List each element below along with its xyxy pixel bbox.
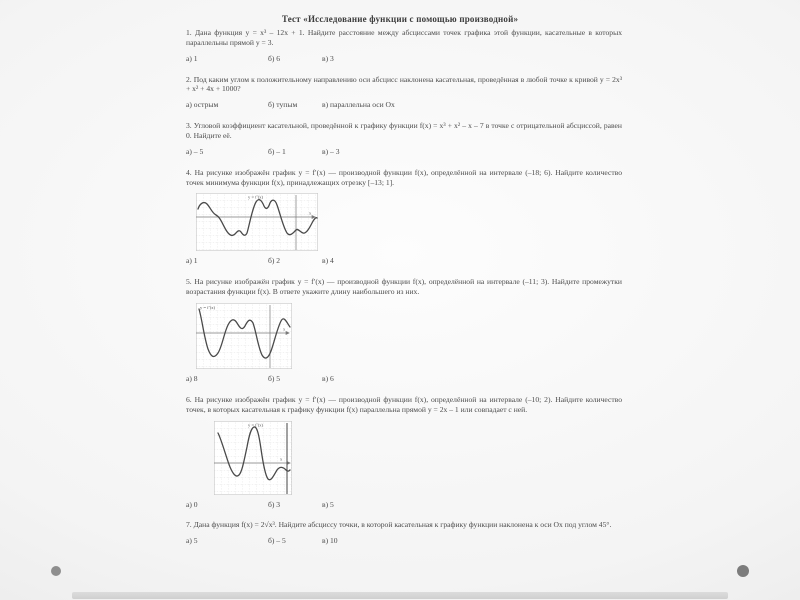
question-1 <box>186 28 622 64</box>
question-text: 5. На рисунке изображён график y = f′(x) — производной функции f(x), определённой на интервале (–11; 3). Найдите промежутки возрастания функции f(x). В ответе укажите длину наибольшего из них. <box>186 277 622 297</box>
answer-option-b: б) тупым <box>268 100 298 110</box>
answer-option-a: а) 1 <box>186 256 198 266</box>
figure-q4 <box>196 193 622 251</box>
question-text: 4. На рисунке изображён график y = f′(x) — производной функции f(x), определённой на интервале (–18; 6). Найдите количество точек минимума функции f(x), принадлежащих отрезку [–13; 1]. <box>186 167 622 187</box>
x-axis-label: x <box>309 210 312 216</box>
answer-option-b: б) 2 <box>268 256 281 266</box>
answer-option-c: в) 10 <box>322 536 338 546</box>
slide-content <box>186 28 622 557</box>
question-text: 6. На рисунке изображён график y = f′(x) — производной функции f(x), определённой на интервале (–10; 2). Найдите количество точек, в которых касательная к графику функции f(x) параллельна прямой y = 2x – 1 или совпадает с ней. <box>186 394 622 414</box>
derivative-graph-q5 <box>196 303 292 369</box>
answer-option-a: а) 5 <box>186 536 198 546</box>
answer-row <box>186 374 622 384</box>
graph-label: y = f′(x) <box>200 305 216 311</box>
question-text: 3. Угловой коэффициент касательной, проведённой к графику функции f(x) = x³ + x² – x – 7 в точке с отрицательной абсциссой, равен 0. Найдите её. <box>186 121 622 141</box>
answer-option-c: в) 3 <box>322 53 334 63</box>
answer-option-a: а) 0 <box>186 499 198 509</box>
figure-q5 <box>196 303 622 369</box>
answer-option-c: в) 4 <box>322 256 334 266</box>
answer-option-a: а) острым <box>186 100 219 110</box>
answer-row <box>186 536 622 546</box>
answer-option-c: в) параллельна оси Ох <box>322 100 395 110</box>
question-6 <box>186 395 622 510</box>
slide-bottom-bar <box>72 592 728 599</box>
x-axis-label: x <box>280 456 283 462</box>
answer-option-b: б) 5 <box>268 374 281 384</box>
question-text: 2. Под каким углом к положительному направлению оси абсцисс наклонена касательная, проведённая в любой точке к кривой y = 2x³ + x² + 4x + 1000? <box>186 74 622 94</box>
answer-option-b: б) 3 <box>268 499 281 509</box>
answer-option-c: в) 6 <box>322 374 334 384</box>
question-2 <box>186 75 622 111</box>
question-text: 1. Дана функция y = x³ – 12x + 1. Найдите расстояние между абсциссами точек графика этой функции, касательные в которых параллельны прямой y = 3. <box>186 28 622 47</box>
x-axis-label: x <box>283 326 286 332</box>
decorative-circle-left <box>51 566 61 576</box>
derivative-graph-q6 <box>214 421 292 495</box>
answer-option-a: а) 1 <box>186 53 198 63</box>
answer-option-b: б) – 1 <box>268 146 286 156</box>
answer-row <box>186 147 622 157</box>
question-4 <box>186 168 622 267</box>
answer-option-b: б) 6 <box>268 53 281 63</box>
graph-label: y = f′(x) <box>248 194 264 200</box>
derivative-graph-q4 <box>196 193 318 251</box>
question-7 <box>186 520 622 546</box>
answer-option-b: б) – 5 <box>268 536 286 546</box>
question-3 <box>186 121 622 157</box>
answer-row <box>186 500 622 510</box>
answer-option-a: а) 8 <box>186 374 198 384</box>
graph-grid <box>196 193 318 251</box>
graph-grid <box>196 303 292 369</box>
answer-row <box>186 100 622 110</box>
answer-row <box>186 54 622 64</box>
graph-label: y = f′(x) <box>248 422 264 428</box>
answer-option-c: в) – 3 <box>322 146 340 156</box>
decorative-circle-right <box>737 565 749 577</box>
question-text: 7. Дана функция f(x) = 2√x³. Найдите абсциссу точки, в которой касательная к графику функции наклонена к оси Ох под углом 45°. <box>186 520 612 530</box>
answer-option-a: а) – 5 <box>186 146 204 156</box>
slide-title: Тест «Исследование функции с помощью производной» <box>281 14 519 24</box>
answer-row <box>186 256 622 266</box>
figure-q6 <box>214 421 622 495</box>
answer-option-c: в) 5 <box>322 499 334 509</box>
question-5 <box>186 277 622 384</box>
